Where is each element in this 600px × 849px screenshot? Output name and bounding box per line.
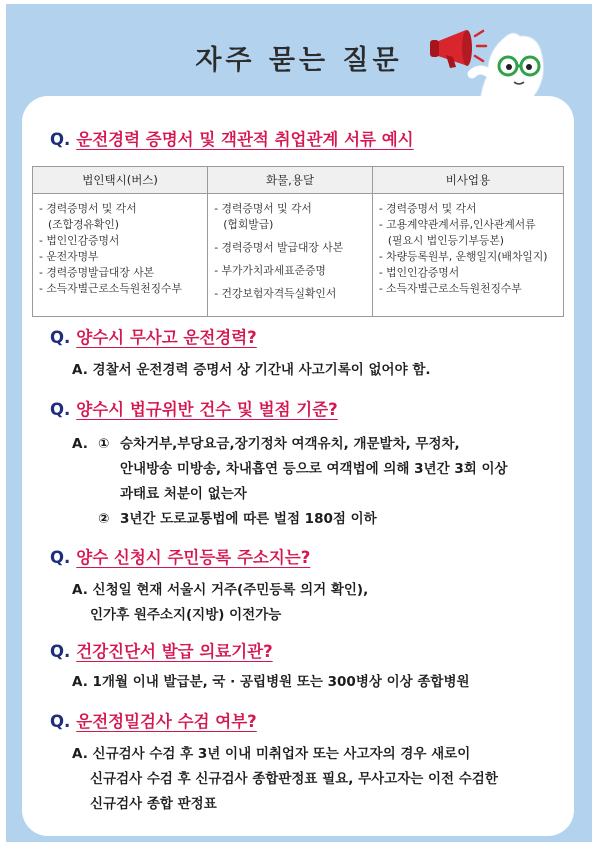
list-item: - 법인인감증명서 <box>378 266 460 279</box>
answer-line: 승차거부,부당요금,장기정차 여객유치, 개문발차, 무정차, <box>120 436 460 452</box>
list-item: - 경력증명서 및 각서 <box>378 202 477 215</box>
q-marker: Q. <box>50 130 71 149</box>
list-item: - 건강보험자격득실확인서 <box>214 287 337 300</box>
item-number: ② <box>98 511 110 527</box>
question-6 <box>50 708 257 732</box>
faq-card <box>22 96 574 836</box>
question-1-text: 운전경력 증명서 및 객관적 취업관계 서류 예시 <box>76 130 414 149</box>
list-item: (조합경유확인) <box>48 218 120 231</box>
item-number: ① <box>98 436 110 452</box>
answer-5 <box>72 670 470 695</box>
answer-line: 신규검사 종합 판정표 <box>90 796 217 812</box>
page-title: 자주 묻는 질문 <box>195 45 403 76</box>
list-item: - 고용계약관계서류,인사관계서류 <box>378 218 536 231</box>
list-item: - 부가가치과세표준증명 <box>214 264 326 277</box>
list-item: - 경력증명발급대장 사본 <box>39 266 155 279</box>
answer-line: 인가후 원주소지(지방) 이전가능 <box>90 607 282 623</box>
list-item: - 소득자별근로소득원천징수부 <box>39 282 182 295</box>
answer-4 <box>72 578 368 628</box>
question-5-text: 건강진단서 발급 의료기관? <box>76 642 273 661</box>
table-header-freight: 화물,용달 <box>208 167 373 194</box>
list-item: - 차량등록원부, 운행일지(배차일지) <box>378 250 548 263</box>
answer-prefix: A. <box>72 436 88 452</box>
answer-line: A. 신규검사 수검 후 3년 이내 미취업자 또는 사고자의 경우 새로이 <box>72 746 471 762</box>
megaphone-icon <box>430 30 486 68</box>
list-item: (협회발급) <box>223 218 274 231</box>
answer-line: 3년간 도로교통법에 따른 벌점 180점 이하 <box>120 511 377 527</box>
question-2 <box>50 324 257 348</box>
answer-line: A. 경찰서 운전경력 증명서 상 기간내 사고기록이 없어야 함. <box>72 362 431 378</box>
list-item: - 법인인감증명서 <box>39 234 120 247</box>
question-4-text: 양수 신청시 주민등록 주소지는? <box>76 548 311 567</box>
question-6-text: 운전정밀검사 수검 여부? <box>76 712 257 731</box>
list-item: - 운전자명부 <box>39 250 99 263</box>
table-cell-freight <box>208 194 373 317</box>
answer-line: 신규검사 수검 후 신규검사 종합판정표 필요, 무사고자는 이전 수검한 <box>90 771 498 787</box>
answer-line: A. 1개월 이내 발급분, 국 · 공립병원 또는 300병상 이상 종합병원 <box>72 674 470 690</box>
list-item: - 소득자별근로소득원천징수부 <box>378 282 522 295</box>
answer-3-items <box>98 432 508 532</box>
table-header-nonbusiness: 비사업용 <box>372 167 563 194</box>
page-background <box>6 4 592 842</box>
question-2-text: 양수시 무사고 운전경력? <box>76 328 257 347</box>
answer-2 <box>72 358 431 383</box>
question-1 <box>50 126 414 150</box>
table-header-taxi: 법인택시(버스) <box>33 167 208 194</box>
answer-line: 안내방송 미방송, 차내흡연 등으로 여객법에 의해 3년간 3회 이상 <box>120 461 508 477</box>
q-marker: Q. <box>50 712 71 731</box>
question-3-text: 양수시 법규위반 건수 및 벌점 기준? <box>76 400 338 419</box>
answer-3 <box>72 432 88 457</box>
answer-line: A. 신청일 현재 서울시 거주(주민등록 의거 확인), <box>72 582 369 598</box>
list-item: - 경력증명서 및 각서 <box>39 202 137 215</box>
table-cell-taxi <box>33 194 208 317</box>
list-item: - 경력증명서 발급대장 사본 <box>214 241 344 254</box>
table-cell-nonbusiness <box>372 194 563 317</box>
list-item: - 경력증명서 및 각서 <box>214 202 312 215</box>
q-marker: Q. <box>50 548 71 567</box>
q-marker: Q. <box>50 400 71 419</box>
question-5 <box>50 638 273 662</box>
q-marker: Q. <box>50 642 71 661</box>
question-3 <box>50 396 338 420</box>
list-item: (필요시 법인등기부등본) <box>387 234 504 247</box>
q-marker: Q. <box>50 328 71 347</box>
answer-line: 과태료 처분이 없는자 <box>120 486 247 502</box>
answer-6 <box>72 742 498 817</box>
question-4 <box>50 544 310 568</box>
documents-table <box>32 166 564 317</box>
